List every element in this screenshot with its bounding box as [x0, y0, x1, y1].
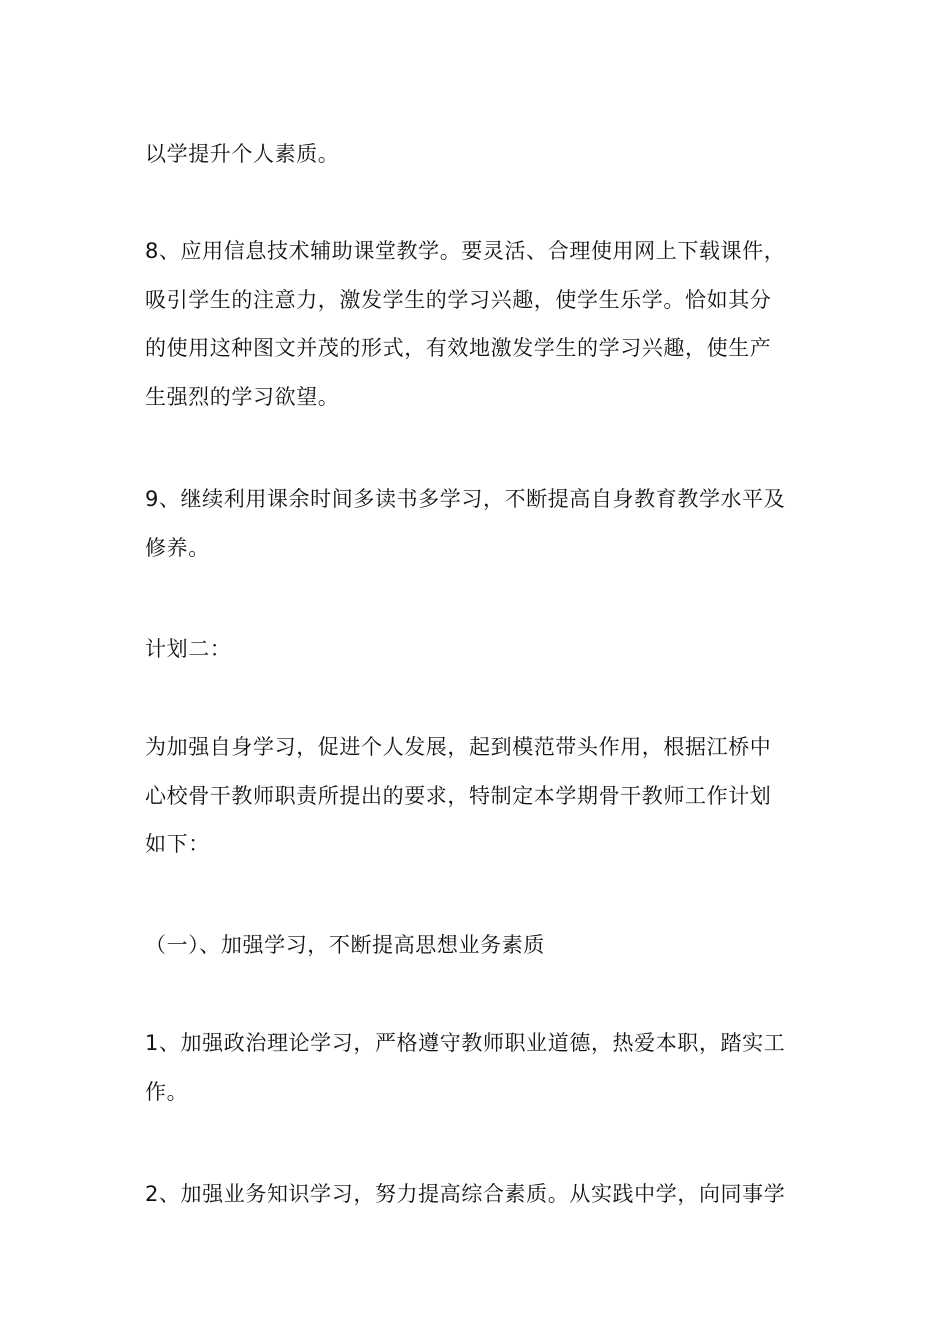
paragraph-self-improvement: [145, 130, 809, 179]
text-line: 生强烈的学习欲望。: [145, 384, 340, 409]
text-line: 计划二：: [145, 637, 232, 661]
paragraph-item-2: [145, 1170, 809, 1219]
text-line: 1、加强政治理论学习，严格遵守教师职业道德，热爱本职，踏实工: [145, 1031, 786, 1055]
text-line: 心校骨干教师职责所提出的要求，特制定本学期骨干教师工作计划: [145, 783, 772, 808]
text-line: 的使用这种图文并茂的形式，有效地激发学生的学习兴趣，使生产: [145, 336, 772, 360]
text-line: 吸引学生的注意力，激发学生的学习兴趣，使学生乐学。恰如其分: [145, 287, 772, 312]
paragraph-item-9: [145, 475, 809, 572]
text-line: 为加强自身学习，促进个人发展，起到模范带头作用，根据江桥中: [145, 735, 772, 759]
paragraph-item-8: [145, 227, 809, 421]
section-heading-plan-two: [145, 625, 809, 674]
paragraph-item-1: [145, 1019, 809, 1116]
text-line: 2、加强业务知识学习，努力提高综合素质。从实践中学，向同事学: [145, 1182, 786, 1206]
text-line: （一）、加强学习，不断提高思想业务素质: [145, 933, 545, 957]
text-line: 9、继续利用课余时间多读书多学习，不断提高自身教育教学水平及: [145, 487, 786, 511]
text-line: 如下：: [145, 832, 210, 856]
text-line: 修养。: [145, 535, 210, 560]
subheading-section-one: [145, 921, 809, 970]
paragraph-intro: [145, 723, 809, 869]
text-line: 作。: [145, 1079, 189, 1104]
text-line: 8、应用信息技术辅助课堂教学。要灵活、合理使用网上下载课件，: [145, 239, 786, 263]
text-line: 以学提升个人素质。: [145, 142, 340, 166]
